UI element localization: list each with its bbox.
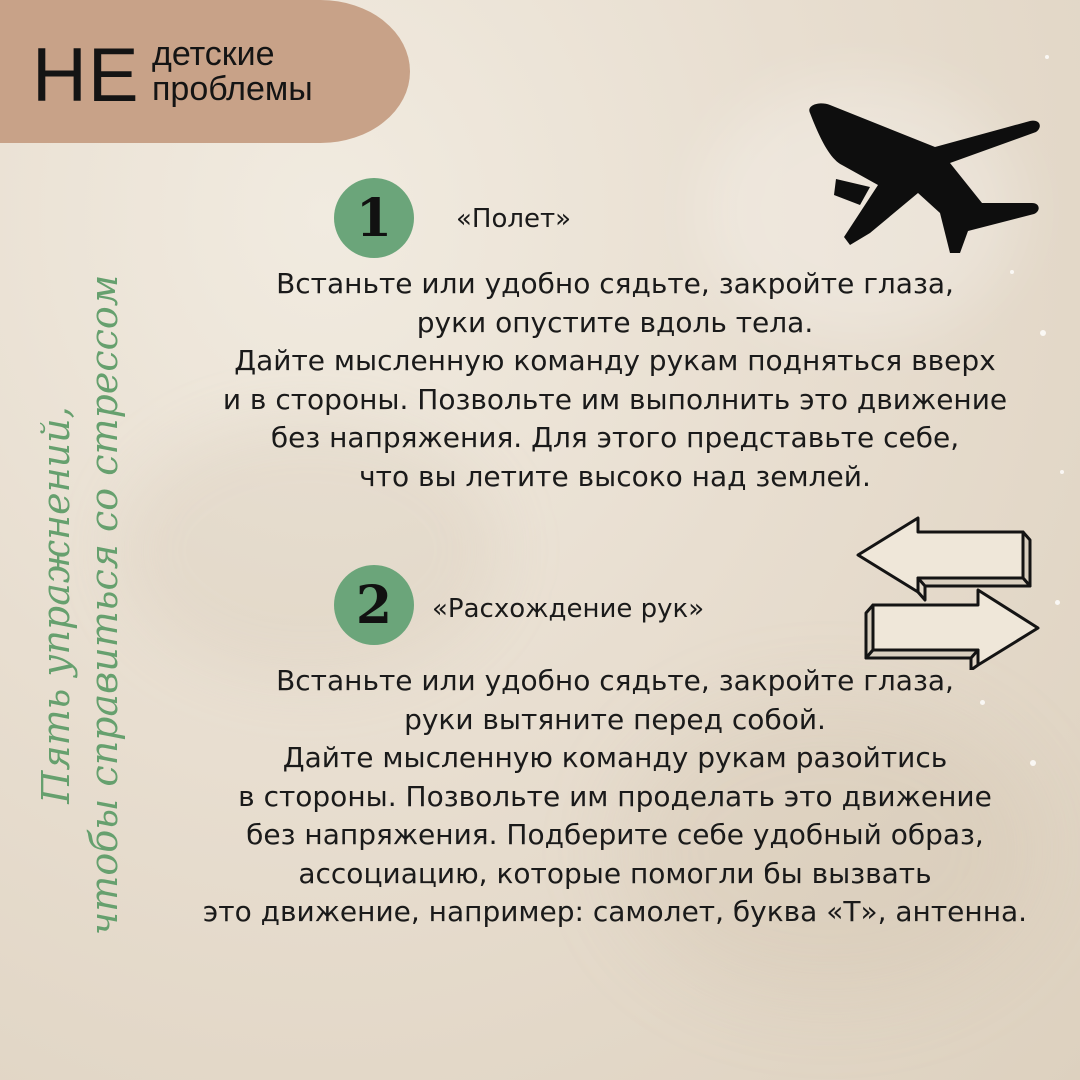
opposite-arrows-icon — [848, 510, 1048, 670]
exercise-2-title: «Расхождение рук» — [432, 594, 705, 624]
exercise-1-line: без напряжения. Для этого представьте себе, — [270, 421, 960, 454]
exercise-2-line: руки вытяните перед собой. — [404, 702, 826, 736]
header-subtitle-line2: проблемы — [152, 70, 313, 108]
paper-speck — [1045, 55, 1049, 59]
exercise-2-line: без напряжения. Подберите себе удобный образ, — [246, 818, 984, 851]
exercise-1-description — [150, 265, 1080, 496]
exercise-1-line: что вы летите высоко над землей. — [359, 459, 871, 493]
exercise-2-description — [150, 662, 1080, 932]
airplane-icon — [800, 95, 1045, 257]
exercise-2-line: это движение, например: самолет, буква «Т», антенна. — [202, 895, 1028, 928]
exercise-1-line: Дайте мысленную команду рукам подняться вверх — [234, 344, 996, 377]
paper-speck — [1055, 600, 1060, 605]
header-ne: НЕ — [32, 33, 140, 118]
side-caption-line2: чтобы справиться со стрессом — [82, 274, 126, 936]
exercise-1-number: 1 — [334, 178, 414, 258]
exercise-1-title: «Полет» — [456, 204, 572, 234]
exercise-2-line: Встаньте или удобно сядьте, закройте глаза, — [276, 664, 954, 697]
exercise-2-line: ассоциацию, которые помогли бы вызвать — [298, 856, 932, 890]
header-subtitle — [152, 37, 313, 107]
exercise-2-number: 2 — [334, 565, 414, 645]
exercise-1-line: Встаньте или удобно сядьте, закройте глаза, — [276, 267, 954, 300]
exercise-1-line: руки опустите вдоль тела. — [416, 305, 814, 339]
header-subtitle-line1: детские — [152, 35, 275, 73]
exercise-2-line: Дайте мысленную команду рукам разойтись — [282, 741, 948, 774]
side-caption — [20, 255, 140, 955]
exercise-2-line: в стороны. Позвольте им проделать это движение — [238, 779, 992, 813]
side-caption-line1: Пять упражнений, — [34, 406, 78, 804]
exercise-1-line: и в стороны. Позвольте им выполнить это движение — [222, 382, 1008, 416]
